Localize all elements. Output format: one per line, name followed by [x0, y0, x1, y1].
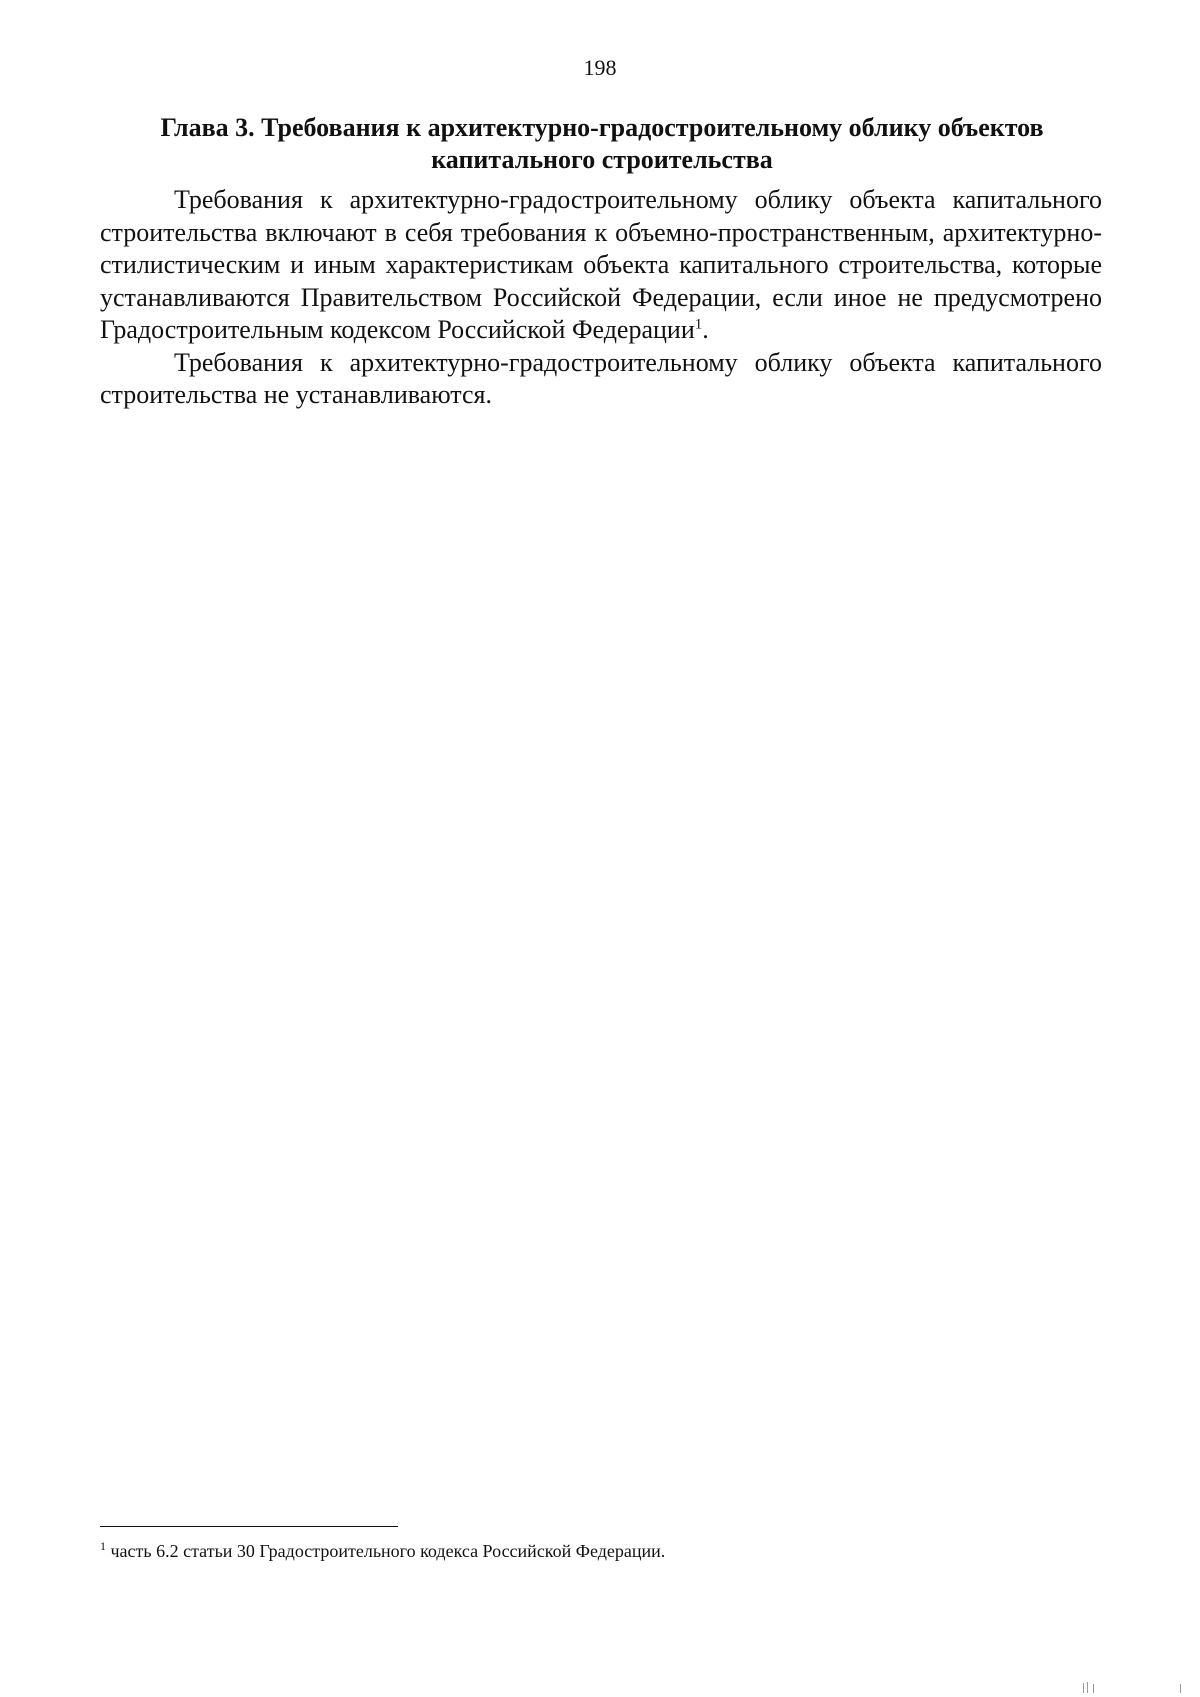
chapter-title: Глава 3. Требования к архитектурно-градостроительному облику объектов капитального строительства	[160, 113, 1044, 174]
footnote-separator	[100, 1526, 398, 1527]
footnote-marker: 1	[100, 1539, 106, 1553]
scan-artifact	[1180, 1684, 1181, 1693]
page-number: 198	[583, 55, 617, 80]
scan-artifact	[1083, 1683, 1084, 1693]
footnote-reference[interactable]: 1	[694, 316, 703, 333]
scan-artifact	[1087, 1682, 1088, 1693]
footnote	[100, 1539, 1100, 1563]
paragraph-2-text: Требования к архитектурно-градостроительному облику объекта капитального строительства не устанавливаются.	[100, 347, 1102, 409]
body-text	[100, 184, 1102, 412]
paragraph-2	[100, 347, 1102, 412]
paragraph-1-trailing: .	[702, 315, 709, 344]
paragraph-1-text: Требования к архитектурно-градостроительному облику объекта капитального строительства включают в себя требования к объемно-пространственным, архитектурно-стилистическим и иным характеристикам объекта капитального строительства, которые устанавливаются Правительством Российской Федерации, если иное не предусмотрено Градостроительным кодексом Российской Федерации	[100, 185, 1102, 344]
paragraph-1	[100, 184, 1102, 347]
scan-artifact	[1093, 1684, 1094, 1693]
footnote-text: часть 6.2 статьи 30 Градостроительного кодекса Российской Федерации.	[106, 1541, 666, 1561]
